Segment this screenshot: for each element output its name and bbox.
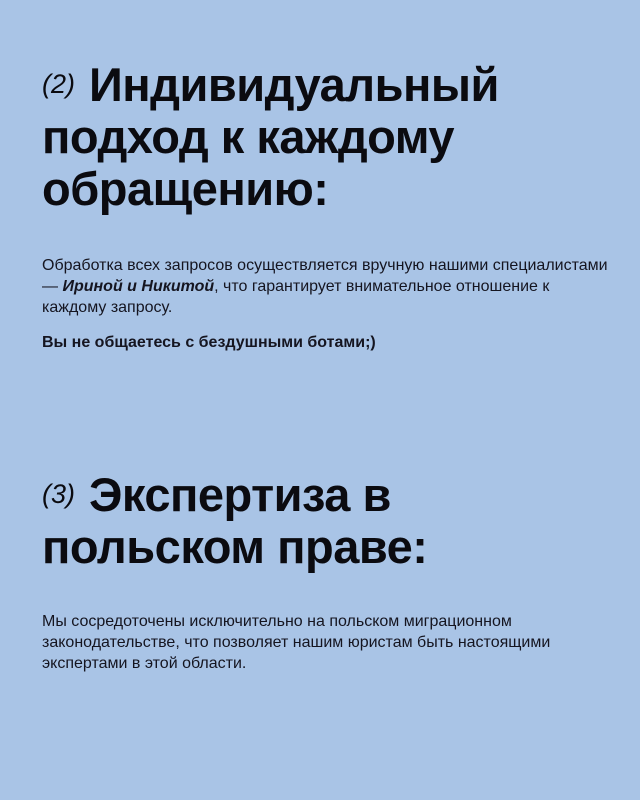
- description-text-start: Обработка всех запросов осуществляется вручную нашими специалистами —: [42, 257, 608, 295]
- specialist-names: Ириной и Никитой: [62, 278, 215, 295]
- description-text-end: , что гарантирует внимательное отношение к каждому запросу.: [42, 278, 550, 316]
- section-heading: [42, 468, 610, 573]
- section-heading: [42, 58, 610, 215]
- section-heading-text: Индивидуальный подход к каждому обращению:: [42, 58, 499, 215]
- section-note: Вы не общаетесь с бездушными ботами;): [42, 334, 376, 351]
- section-number: (2): [42, 69, 75, 99]
- section-description: [42, 255, 610, 318]
- section-number: (3): [42, 479, 75, 509]
- section-polish-law-expertise: [42, 468, 610, 674]
- section-individual-approach: [42, 58, 610, 353]
- section-heading-text: Экспертиза в польском праве:: [42, 468, 428, 573]
- section-description: Мы сосредоточены исключительно на польском миграционном законодательстве, что позволяет нашим юристам быть настоящими экспертами в этой области.: [42, 613, 551, 672]
